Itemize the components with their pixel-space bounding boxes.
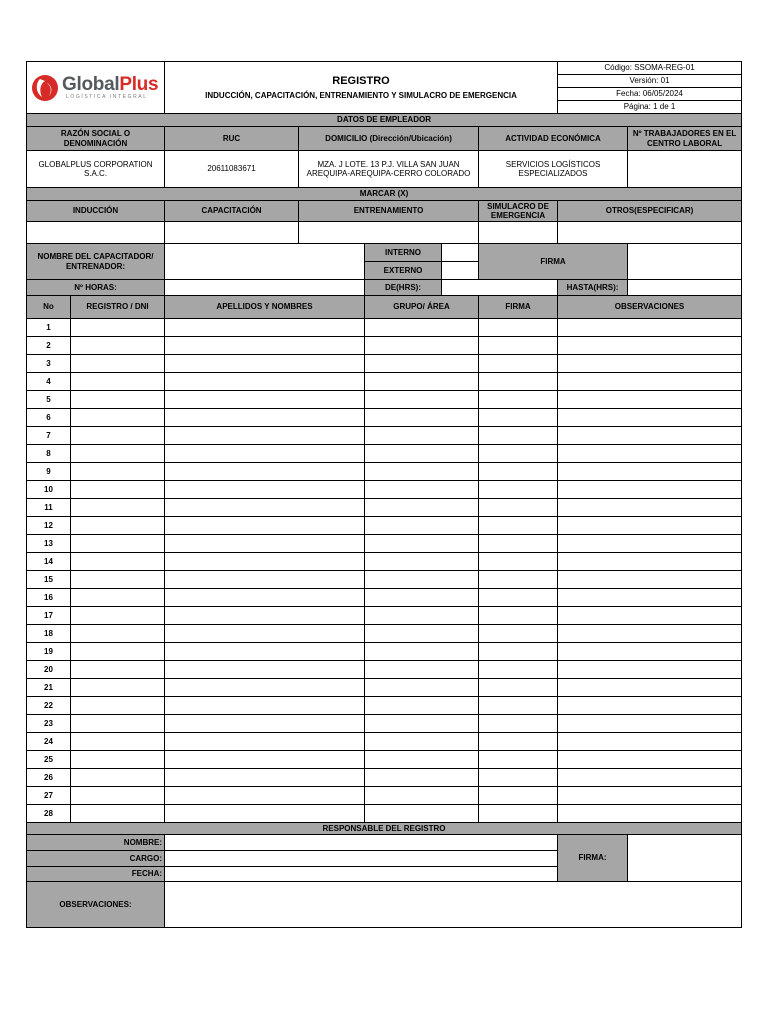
capacitador-name-input[interactable]	[165, 244, 365, 280]
observaciones-cell[interactable]	[558, 643, 742, 661]
responsable-nombre-input[interactable]	[165, 835, 558, 851]
document-title: REGISTRO	[332, 75, 390, 88]
dni-input[interactable]	[71, 589, 165, 607]
firma-cell[interactable]	[479, 445, 558, 463]
observaciones-cell[interactable]	[558, 733, 742, 751]
observaciones-label: OBSERVACIONES:	[27, 882, 165, 928]
row-number: 26	[27, 769, 71, 787]
observaciones-cell[interactable]	[558, 463, 742, 481]
firma-cell[interactable]	[479, 463, 558, 481]
externo-mark-cell[interactable]	[442, 262, 479, 280]
row-number: 21	[27, 679, 71, 697]
dni-input[interactable]	[71, 625, 165, 643]
grupo-input[interactable]	[365, 355, 479, 373]
firma-cell[interactable]	[479, 697, 558, 715]
firma-cell[interactable]	[479, 571, 558, 589]
dni-input[interactable]	[71, 733, 165, 751]
grupo-input[interactable]	[365, 643, 479, 661]
row-number: 16	[27, 589, 71, 607]
grupo-input[interactable]	[365, 445, 479, 463]
attendee-row	[27, 643, 742, 661]
dni-input[interactable]	[71, 463, 165, 481]
row-number: 10	[27, 481, 71, 499]
nombres-input[interactable]	[165, 445, 365, 463]
grupo-input[interactable]	[365, 373, 479, 391]
attendee-row	[27, 337, 742, 355]
induccion-mark-cell[interactable]	[27, 222, 165, 244]
nombres-input[interactable]	[165, 373, 365, 391]
trabajadores-input[interactable]	[628, 151, 742, 188]
grupo-input[interactable]	[365, 715, 479, 733]
dni-input[interactable]	[71, 427, 165, 445]
nombres-input[interactable]	[165, 427, 365, 445]
grupo-input[interactable]	[365, 391, 479, 409]
grupo-input[interactable]	[365, 427, 479, 445]
dni-input[interactable]	[71, 481, 165, 499]
nombres-input[interactable]	[165, 499, 365, 517]
attendee-row	[27, 319, 742, 337]
grupo-input[interactable]	[365, 769, 479, 787]
observaciones-cell[interactable]	[558, 769, 742, 787]
observaciones-cell[interactable]	[558, 427, 742, 445]
logo-wordmark: GlobalPlus	[62, 74, 159, 95]
attendee-row	[27, 733, 742, 751]
nombres-input[interactable]	[165, 787, 365, 805]
observaciones-cell[interactable]	[558, 661, 742, 679]
firma-cell[interactable]	[479, 319, 558, 337]
firma-cell[interactable]	[479, 499, 558, 517]
de-hrs-input[interactable]	[442, 280, 558, 296]
row-number: 14	[27, 553, 71, 571]
responsable-signature-cell[interactable]	[628, 835, 742, 882]
observaciones-cell[interactable]	[558, 751, 742, 769]
attendee-row	[27, 571, 742, 589]
firma-cell[interactable]	[479, 661, 558, 679]
grupo-input[interactable]	[365, 607, 479, 625]
grupo-input[interactable]	[365, 499, 479, 517]
responsable-cargo-input[interactable]	[165, 851, 558, 867]
dni-input[interactable]	[71, 805, 165, 823]
row-number: 20	[27, 661, 71, 679]
trainer-firma-label: FIRMA	[479, 244, 628, 280]
dni-input[interactable]	[71, 751, 165, 769]
attendee-row	[27, 499, 742, 517]
observaciones-cell[interactable]	[558, 409, 742, 427]
responsable-fecha-input[interactable]	[165, 867, 558, 882]
horas-input[interactable]	[165, 280, 365, 296]
firma-cell[interactable]	[479, 607, 558, 625]
responsable-section-title: RESPONSABLE DEL REGISTRO	[27, 823, 742, 835]
observaciones-cell[interactable]	[558, 553, 742, 571]
attendee-row	[27, 715, 742, 733]
attendee-row	[27, 481, 742, 499]
attendee-row	[27, 679, 742, 697]
registro-form	[26, 61, 741, 928]
firma-cell[interactable]	[479, 805, 558, 823]
observaciones-cell[interactable]	[558, 715, 742, 733]
logo-tagline: LOGÍSTICA INTEGRAL	[66, 94, 148, 100]
row-number: 12	[27, 517, 71, 535]
nombres-input[interactable]	[165, 769, 365, 787]
trabajadores-header: Nº TRABAJADORES EN EL CENTRO LABORAL	[628, 127, 742, 151]
nombres-input[interactable]	[165, 337, 365, 355]
row-number: 17	[27, 607, 71, 625]
row-number: 4	[27, 373, 71, 391]
attendee-row	[27, 751, 742, 769]
hasta-hrs-label: HASTA(HRS):	[558, 280, 628, 296]
dni-input[interactable]	[71, 355, 165, 373]
grupo-input[interactable]	[365, 319, 479, 337]
dni-input[interactable]	[71, 373, 165, 391]
de-hrs-label: DE(HRS):	[365, 280, 442, 296]
row-number: 22	[27, 697, 71, 715]
form-table	[26, 61, 742, 928]
nombres-input[interactable]	[165, 355, 365, 373]
col-firma-header: FIRMA	[479, 296, 558, 319]
firma-cell[interactable]	[479, 355, 558, 373]
firma-cell[interactable]	[479, 769, 558, 787]
employer-section-title: DATOS DE EMPLEADOR	[27, 114, 742, 127]
observaciones-cell[interactable]	[558, 679, 742, 697]
grupo-input[interactable]	[365, 625, 479, 643]
observaciones-cell[interactable]	[558, 589, 742, 607]
nombres-input[interactable]	[165, 733, 365, 751]
razon-social-value: GLOBALPLUS CORPORATION S.A.C.	[27, 151, 165, 188]
row-number: 28	[27, 805, 71, 823]
attendee-row	[27, 625, 742, 643]
grupo-input[interactable]	[365, 751, 479, 769]
attendee-row	[27, 787, 742, 805]
attendee-row	[27, 697, 742, 715]
row-number: 23	[27, 715, 71, 733]
dni-input[interactable]	[71, 337, 165, 355]
grupo-input[interactable]	[365, 517, 479, 535]
firma-cell[interactable]	[479, 481, 558, 499]
observaciones-cell[interactable]	[558, 697, 742, 715]
nombres-input[interactable]	[165, 805, 365, 823]
grupo-input[interactable]	[365, 787, 479, 805]
dni-input[interactable]	[71, 571, 165, 589]
observaciones-cell[interactable]	[558, 481, 742, 499]
firma-cell[interactable]	[479, 409, 558, 427]
grupo-input[interactable]	[365, 589, 479, 607]
firma-cell[interactable]	[479, 427, 558, 445]
induccion-header: INDUCCIÓN	[27, 201, 165, 222]
responsable-cargo-label: CARGO:	[27, 851, 165, 867]
grupo-input[interactable]	[365, 697, 479, 715]
attendee-row	[27, 427, 742, 445]
nombres-input[interactable]	[165, 463, 365, 481]
attendee-row	[27, 391, 742, 409]
observaciones-cell[interactable]	[558, 355, 742, 373]
nombres-input[interactable]	[165, 319, 365, 337]
nombres-input[interactable]	[165, 589, 365, 607]
observaciones-cell[interactable]	[558, 319, 742, 337]
otros-header: OTROS(ESPECIFICAR)	[558, 201, 742, 222]
row-number: 18	[27, 625, 71, 643]
nombres-input[interactable]	[165, 409, 365, 427]
ruc-value: 20611083671	[165, 151, 299, 188]
row-number: 9	[27, 463, 71, 481]
observaciones-cell[interactable]	[558, 517, 742, 535]
nombres-input[interactable]	[165, 607, 365, 625]
document-date: Fecha: 06/05/2024	[558, 88, 742, 101]
dni-input[interactable]	[71, 607, 165, 625]
nombres-input[interactable]	[165, 697, 365, 715]
domicilio-header: DOMICILIO (Dirección/Ubicación)	[299, 127, 479, 151]
observaciones-cell[interactable]	[558, 625, 742, 643]
dni-input[interactable]	[71, 769, 165, 787]
nombres-input[interactable]	[165, 535, 365, 553]
nombres-input[interactable]	[165, 625, 365, 643]
attendee-row	[27, 589, 742, 607]
col-dni-header: REGISTRO / DNI	[71, 296, 165, 319]
nombres-input[interactable]	[165, 661, 365, 679]
dni-input[interactable]	[71, 517, 165, 535]
responsable-nombre-label: NOMBRE:	[27, 835, 165, 851]
nombres-input[interactable]	[165, 391, 365, 409]
dni-input[interactable]	[71, 499, 165, 517]
row-number: 24	[27, 733, 71, 751]
globe-logo-icon	[31, 73, 59, 103]
row-number: 3	[27, 355, 71, 373]
col-observaciones-header: OBSERVACIONES	[558, 296, 742, 319]
company-logo	[27, 62, 165, 114]
actividad-header: ACTIVIDAD ECONÓMICA	[479, 127, 628, 151]
interno-label: INTERNO	[365, 244, 442, 262]
observaciones-input[interactable]	[165, 882, 742, 928]
observaciones-cell[interactable]	[558, 535, 742, 553]
attendee-row	[27, 517, 742, 535]
firma-cell[interactable]	[479, 589, 558, 607]
dni-input[interactable]	[71, 535, 165, 553]
observaciones-cell[interactable]	[558, 445, 742, 463]
attendee-row	[27, 463, 742, 481]
attendee-row	[27, 769, 742, 787]
row-number: 13	[27, 535, 71, 553]
nombres-input[interactable]	[165, 517, 365, 535]
attendee-row	[27, 409, 742, 427]
observaciones-cell[interactable]	[558, 571, 742, 589]
row-number: 6	[27, 409, 71, 427]
marcar-section-title: MARCAR (X)	[27, 188, 742, 201]
grupo-input[interactable]	[365, 535, 479, 553]
firma-cell[interactable]	[479, 373, 558, 391]
attendee-row	[27, 805, 742, 823]
firma-cell[interactable]	[479, 553, 558, 571]
grupo-input[interactable]	[365, 337, 479, 355]
nombres-input[interactable]	[165, 715, 365, 733]
entrenamiento-header: ENTRENAMIENTO	[299, 201, 479, 222]
grupo-input[interactable]	[365, 481, 479, 499]
trainer-signature-cell[interactable]	[628, 244, 742, 280]
dni-input[interactable]	[71, 715, 165, 733]
responsable-fecha-label: FECHA:	[27, 867, 165, 882]
grupo-input[interactable]	[365, 553, 479, 571]
actividad-value: SERVICIOS LOGÍSTICOS ESPECIALIZADOS	[479, 151, 628, 188]
externo-label: EXTERNO	[365, 262, 442, 280]
firma-cell[interactable]	[479, 643, 558, 661]
firma-cell[interactable]	[479, 679, 558, 697]
attendee-row	[27, 373, 742, 391]
capacitacion-header: CAPACITACIÓN	[165, 201, 299, 222]
observaciones-cell[interactable]	[558, 805, 742, 823]
row-number: 1	[27, 319, 71, 337]
grupo-input[interactable]	[365, 805, 479, 823]
row-number: 2	[27, 337, 71, 355]
dni-input[interactable]	[71, 787, 165, 805]
interno-mark-cell[interactable]	[442, 244, 479, 262]
firma-cell[interactable]	[479, 625, 558, 643]
observaciones-cell[interactable]	[558, 499, 742, 517]
row-number: 7	[27, 427, 71, 445]
col-no-header: No	[27, 296, 71, 319]
attendee-row	[27, 445, 742, 463]
document-code: Código: SSOMA-REG-01	[558, 62, 742, 75]
observaciones-cell[interactable]	[558, 373, 742, 391]
row-number: 19	[27, 643, 71, 661]
dni-input[interactable]	[71, 697, 165, 715]
grupo-input[interactable]	[365, 463, 479, 481]
document-title-block	[165, 62, 558, 114]
horas-label: Nº HORAS:	[27, 280, 165, 296]
row-number: 11	[27, 499, 71, 517]
ruc-header: RUC	[165, 127, 299, 151]
grupo-input[interactable]	[365, 409, 479, 427]
dni-input[interactable]	[71, 319, 165, 337]
observaciones-cell[interactable]	[558, 391, 742, 409]
razon-social-header: RAZÓN SOCIAL O DENOMINACIÓN	[27, 127, 165, 151]
attendee-row	[27, 553, 742, 571]
col-grupo-header: GRUPO/ ÁREA	[365, 296, 479, 319]
grupo-input[interactable]	[365, 733, 479, 751]
otros-mark-cell[interactable]	[558, 222, 742, 244]
observaciones-cell[interactable]	[558, 787, 742, 805]
nombres-input[interactable]	[165, 751, 365, 769]
dni-input[interactable]	[71, 409, 165, 427]
row-number: 5	[27, 391, 71, 409]
dni-input[interactable]	[71, 643, 165, 661]
firma-cell[interactable]	[479, 535, 558, 553]
document-subtitle: INDUCCIÓN, CAPACITACIÓN, ENTRENAMIENTO Y SIMULACRO DE EMERGENCIA	[205, 90, 517, 100]
grupo-input[interactable]	[365, 661, 479, 679]
firma-cell[interactable]	[479, 733, 558, 751]
simulacro-header: SIMULACRO DE EMERGENCIA	[479, 201, 558, 222]
observaciones-cell[interactable]	[558, 337, 742, 355]
firma-cell[interactable]	[479, 391, 558, 409]
capacitador-label: NOMBRE DEL CAPACITADOR/ ENTRENADOR:	[27, 244, 165, 280]
attendee-row	[27, 535, 742, 553]
row-number: 25	[27, 751, 71, 769]
capacitacion-mark-cell[interactable]	[165, 222, 299, 244]
entrenamiento-mark-cell[interactable]	[299, 222, 479, 244]
responsable-firma-label: FIRMA:	[558, 835, 628, 882]
firma-cell[interactable]	[479, 787, 558, 805]
dni-input[interactable]	[71, 391, 165, 409]
row-number: 27	[27, 787, 71, 805]
observaciones-cell[interactable]	[558, 607, 742, 625]
domicilio-value: MZA. J LOTE. 13 P.J. VILLA SAN JUAN AREQUIPA-AREQUIPA-CERRO COLORADO	[299, 151, 479, 188]
attendee-row	[27, 355, 742, 373]
document-version: Versión: 01	[558, 75, 742, 88]
grupo-input[interactable]	[365, 571, 479, 589]
firma-cell[interactable]	[479, 751, 558, 769]
nombres-input[interactable]	[165, 571, 365, 589]
nombres-input[interactable]	[165, 481, 365, 499]
row-number: 15	[27, 571, 71, 589]
nombres-input[interactable]	[165, 553, 365, 571]
row-number: 8	[27, 445, 71, 463]
firma-cell[interactable]	[479, 715, 558, 733]
attendee-row	[27, 607, 742, 625]
firma-cell[interactable]	[479, 517, 558, 535]
document-page: Página: 1 de 1	[558, 101, 742, 114]
hasta-hrs-input[interactable]	[628, 280, 742, 296]
dni-input[interactable]	[71, 553, 165, 571]
dni-input[interactable]	[71, 445, 165, 463]
simulacro-mark-cell[interactable]	[479, 222, 558, 244]
firma-cell[interactable]	[479, 337, 558, 355]
dni-input[interactable]	[71, 679, 165, 697]
dni-input[interactable]	[71, 661, 165, 679]
nombres-input[interactable]	[165, 643, 365, 661]
attendee-row	[27, 661, 742, 679]
col-nombres-header: APELLIDOS Y NOMBRES	[165, 296, 365, 319]
grupo-input[interactable]	[365, 679, 479, 697]
nombres-input[interactable]	[165, 679, 365, 697]
